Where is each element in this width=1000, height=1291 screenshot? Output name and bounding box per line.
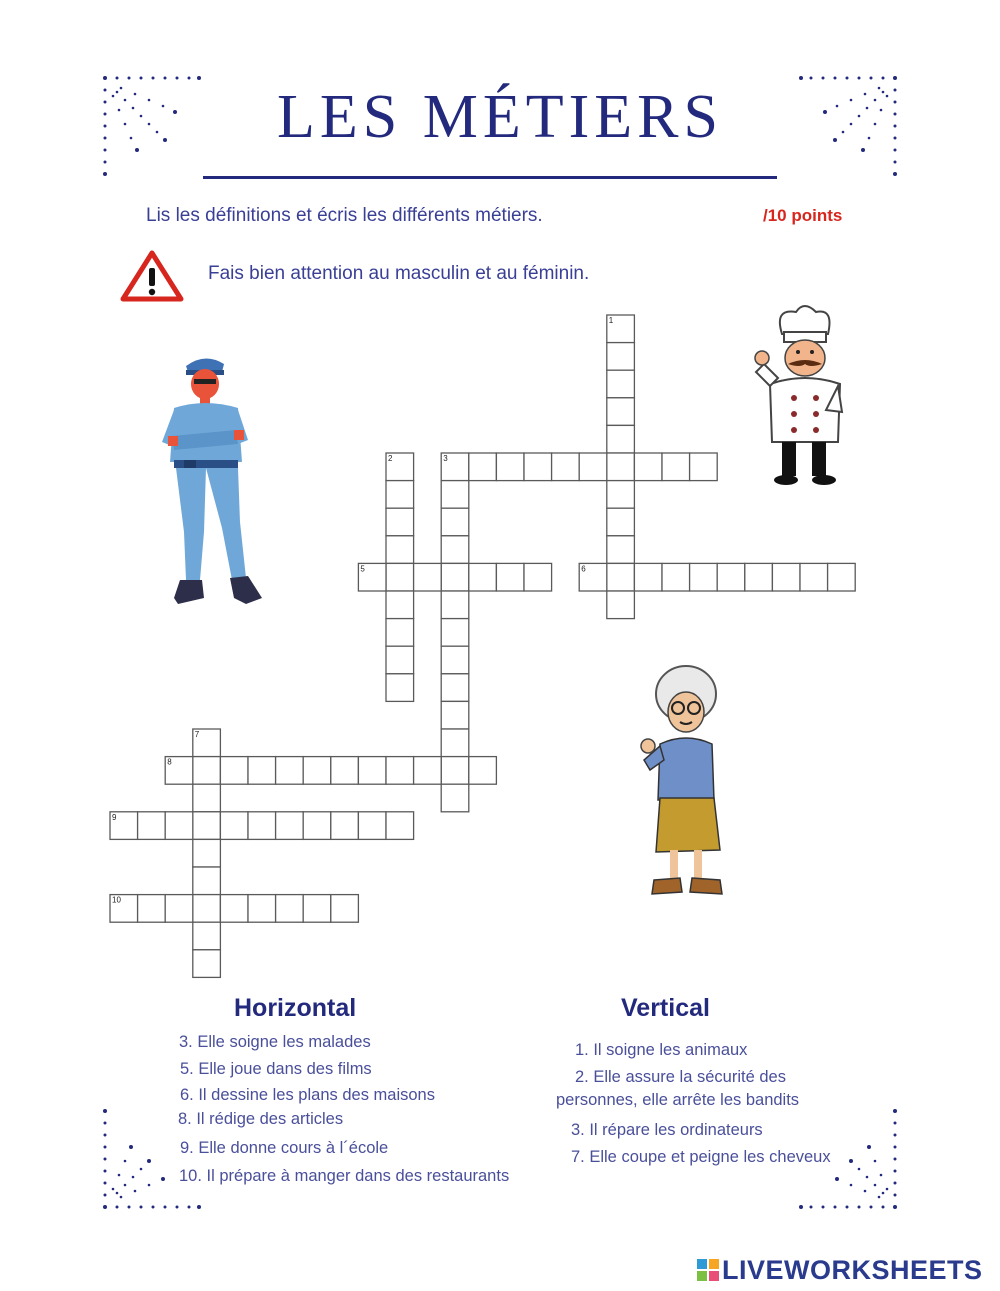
crossword-cell[interactable] [358, 812, 386, 840]
crossword-cell[interactable] [552, 453, 580, 481]
crossword-cell[interactable] [496, 563, 524, 591]
crossword-cell[interactable] [441, 536, 469, 564]
crossword-cell[interactable] [386, 591, 414, 619]
clue-number-5: 5 [360, 564, 365, 574]
crossword-cell[interactable] [138, 812, 166, 840]
crossword-cell[interactable] [607, 398, 635, 426]
crossword-cell[interactable] [193, 839, 221, 867]
crossword-cell[interactable] [441, 784, 469, 812]
clue-down-1: 1. Il soigne les animaux [575, 1041, 748, 1059]
crossword-cell[interactable] [607, 343, 635, 371]
crossword-cell[interactable] [414, 563, 442, 591]
clue-across-6: 6. Il dessine les plans des maisons [180, 1086, 435, 1104]
crossword-cell[interactable] [441, 563, 469, 591]
crossword-cell[interactable] [634, 453, 662, 481]
crossword-cell[interactable] [772, 563, 800, 591]
crossword-cell[interactable] [414, 757, 442, 785]
crossword-cell[interactable] [193, 895, 221, 923]
crossword-cell[interactable] [469, 563, 497, 591]
crossword-cell[interactable] [469, 757, 497, 785]
crossword-cell[interactable] [441, 701, 469, 729]
clue-number-9: 9 [112, 812, 117, 822]
crossword-cell[interactable] [662, 563, 690, 591]
crossword-cell[interactable] [607, 563, 635, 591]
crossword-cell[interactable] [441, 481, 469, 509]
crossword-cell[interactable] [607, 481, 635, 509]
crossword-cell[interactable] [303, 895, 331, 923]
crossword-cell[interactable] [165, 895, 193, 923]
crossword-cell[interactable] [607, 536, 635, 564]
clue-down-3: 3. Il répare les ordinateurs [571, 1121, 763, 1139]
crossword-cell[interactable] [524, 563, 552, 591]
crossword-cell[interactable] [193, 950, 221, 978]
crossword-cell[interactable] [496, 453, 524, 481]
clue-across-9: 9. Elle donne cours à l´école [180, 1139, 389, 1157]
crossword-cell[interactable] [303, 812, 331, 840]
crossword-cell[interactable] [193, 784, 221, 812]
crossword-cell[interactable] [634, 563, 662, 591]
crossword-cell[interactable] [441, 591, 469, 619]
crossword-cell[interactable] [690, 563, 718, 591]
crossword-cell[interactable] [358, 757, 386, 785]
crossword-cell[interactable] [386, 646, 414, 674]
crossword-cell[interactable] [386, 536, 414, 564]
crossword-cell[interactable] [579, 453, 607, 481]
crossword-cell[interactable] [220, 757, 248, 785]
crossword-cell[interactable] [717, 563, 745, 591]
page-title: LES MÉTIERS [277, 83, 723, 151]
crossword-cell[interactable] [303, 757, 331, 785]
crossword-cell[interactable] [331, 895, 359, 923]
crossword-cell[interactable] [220, 895, 248, 923]
crossword-cell[interactable] [524, 453, 552, 481]
crossword-cell[interactable] [386, 812, 414, 840]
crossword-cell[interactable] [441, 646, 469, 674]
crossword-cell[interactable] [248, 895, 276, 923]
clue-number-3: 3 [443, 454, 448, 463]
crossword-cell[interactable] [386, 481, 414, 509]
crossword-cell[interactable] [607, 370, 635, 398]
instruction-text: Lis les définitions et écris les différents métiers. [146, 205, 543, 226]
liveworksheets-logo-icon [697, 1259, 719, 1281]
crossword-cell[interactable] [607, 453, 635, 481]
crossword-cell[interactable] [662, 453, 690, 481]
crossword-cell[interactable] [441, 729, 469, 757]
crossword-cell[interactable] [607, 591, 635, 619]
crossword-cell[interactable] [441, 674, 469, 702]
horizontal-heading: Horizontal [234, 994, 357, 1022]
clue-number-7: 7 [194, 730, 200, 739]
crossword-cell[interactable] [386, 757, 414, 785]
crossword-cell[interactable] [607, 508, 635, 536]
crossword-cell[interactable] [193, 757, 221, 785]
crossword-cell[interactable] [386, 508, 414, 536]
crossword-cell[interactable] [331, 757, 359, 785]
clue-number-6: 6 [581, 564, 586, 574]
brand-name: LIVEWORKSHEETS [722, 1254, 983, 1285]
crossword-cell[interactable] [828, 563, 856, 591]
clue-number-1: 1 [608, 316, 614, 325]
vertical-heading: Vertical [621, 994, 710, 1022]
clue-number-10: 10 [112, 895, 121, 905]
clue-across-3: 3. Elle soigne les malades [179, 1033, 371, 1051]
crossword-cell[interactable] [193, 922, 221, 950]
crossword-cell[interactable] [441, 757, 469, 785]
crossword-cell[interactable] [276, 757, 304, 785]
warning-text: Fais bien attention au masculin et au féminin. [208, 263, 590, 284]
crossword-cell[interactable] [276, 895, 304, 923]
crossword-cell[interactable] [386, 619, 414, 647]
crossword-cell[interactable] [193, 812, 221, 840]
crossword-cell[interactable] [220, 812, 248, 840]
clue-across-8: 8. Il rédige des articles [178, 1110, 344, 1128]
clue-number-2: 2 [388, 454, 393, 463]
crossword-cell[interactable] [607, 425, 635, 453]
crossword-cell[interactable] [276, 812, 304, 840]
clue-down-2-continued: personnes, elle arrête les bandits [556, 1091, 800, 1109]
points-label: /10 points [763, 206, 843, 225]
crossword-cell[interactable] [331, 812, 359, 840]
crossword-cell[interactable] [165, 812, 193, 840]
crossword-cell[interactable] [193, 867, 221, 895]
clue-down-2: 2. Elle assure la sécurité des [575, 1068, 786, 1086]
clue-across-10: 10. Il prépare à manger dans des restaurants [179, 1167, 510, 1185]
crossword-cell[interactable] [441, 508, 469, 536]
clue-number-8: 8 [167, 757, 172, 767]
crossword-cell[interactable] [248, 757, 276, 785]
crossword-cell[interactable] [386, 563, 414, 591]
crossword-cell[interactable] [386, 674, 414, 702]
crossword-cell[interactable] [690, 453, 718, 481]
crossword-cell[interactable] [248, 812, 276, 840]
clue-down-7: 7. Elle coupe et peigne les cheveux [571, 1148, 831, 1166]
crossword-cell[interactable] [800, 563, 828, 591]
crossword-cell[interactable] [745, 563, 773, 591]
crossword-cell[interactable] [469, 453, 497, 481]
clue-across-5: 5. Elle joue dans des films [180, 1060, 372, 1078]
liveworksheets-brand [697, 1255, 983, 1285]
crossword-cell[interactable] [138, 895, 166, 923]
crossword-cell[interactable] [441, 619, 469, 647]
